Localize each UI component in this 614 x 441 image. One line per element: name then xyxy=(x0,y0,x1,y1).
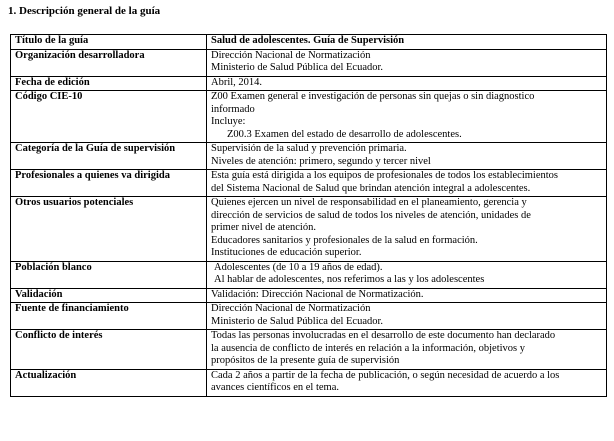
value-line: Adolescentes (de 10 a 19 años de edad). xyxy=(214,261,383,273)
row-label: Categoría de la Guía de supervisión xyxy=(11,143,207,170)
table-row-otros-usuarios xyxy=(11,197,607,262)
header-value-cell: Salud de adolescentes. Guía de Supervisión xyxy=(207,35,607,50)
value-line: Validación: Dirección Nacional de Normatización. xyxy=(211,288,424,300)
row-label: Población blanco xyxy=(11,261,207,288)
value-line: Quienes ejercen un nivel de responsabilidad en el planeamiento, gerencia y xyxy=(211,197,527,208)
header-label-cell: Título de la guía xyxy=(11,35,207,50)
guide-description-table xyxy=(10,34,607,397)
value-line: Esta guía está dirigida a los equipos de profesionales de todos los establecimientos xyxy=(211,170,559,181)
row-value xyxy=(207,288,607,303)
table-row-validacion xyxy=(11,288,607,303)
table-row-poblacion xyxy=(11,261,607,288)
row-value xyxy=(207,91,607,143)
value-line: Abril, 2014. xyxy=(211,76,263,88)
row-label: Otros usuarios potenciales xyxy=(11,197,207,262)
row-value xyxy=(207,197,607,262)
value-line: Ministerio de Salud Pública del Ecuador. xyxy=(211,315,384,327)
table-row-profesionales xyxy=(11,170,607,197)
value-line: Z00 Examen general e investigación de personas sin quejas o sin diagnostico xyxy=(211,91,535,102)
value-line: Todas las personas involucradas en el desarrollo de este documento han declarado xyxy=(211,330,556,341)
value-line: Incluye: xyxy=(211,116,246,127)
row-value xyxy=(207,170,607,197)
row-value xyxy=(207,330,607,370)
table-row-organizacion xyxy=(11,49,607,76)
table-header-row xyxy=(11,35,607,50)
table-row-fecha xyxy=(11,76,607,91)
row-value xyxy=(207,369,607,396)
value-line: Dirección Nacional de Normatización xyxy=(211,49,371,61)
value-line: Niveles de atención: primero, segundo y tercer nivel xyxy=(211,155,431,167)
row-value xyxy=(207,261,607,288)
value-line: Supervisión de la salud y prevención primaria. xyxy=(211,143,407,154)
table-row-financiamiento xyxy=(11,303,607,330)
row-label: Organización desarrolladora xyxy=(11,49,207,76)
value-line: del Sistema Nacional de Salud que brindan atención integral a adolescentes. xyxy=(211,182,531,194)
row-value xyxy=(207,76,607,91)
row-value xyxy=(207,143,607,170)
value-line: primer nivel de atención. xyxy=(211,222,316,233)
value-line: dirección de servicios de salud de todos los niveles de atención, unidades de xyxy=(211,209,531,221)
row-label: Fuente de financiamiento xyxy=(11,303,207,330)
table-row-categoria xyxy=(11,143,607,170)
value-line: Ministerio de Salud Pública del Ecuador. xyxy=(211,62,384,73)
value-line: Al hablar de adolescentes, nos referimos a las y los adolescentes xyxy=(214,274,485,285)
value-line: Instituciones de educación superior. xyxy=(211,247,362,258)
value-line: Cada 2 años a partir de la fecha de publicación, o según necesidad de acuerdo a los xyxy=(211,369,560,381)
value-line: avances científicos en el tema. xyxy=(211,382,339,393)
table-row-conflicto xyxy=(11,330,607,370)
row-value xyxy=(207,49,607,76)
table-row-codigo xyxy=(11,91,607,143)
row-label: Conflicto de interés xyxy=(11,330,207,370)
value-line: Dirección Nacional de Normatización xyxy=(211,303,371,314)
row-label: Fecha de edición xyxy=(11,76,207,91)
row-value xyxy=(207,303,607,330)
value-line: informado xyxy=(211,103,255,115)
table-row-actualizacion xyxy=(11,369,607,396)
value-line: Z00.3 Examen del estado de desarrollo de adolescentes. xyxy=(227,128,462,140)
row-label: Profesionales a quienes va dirigida xyxy=(11,170,207,197)
value-line: la ausencia de conflicto de interés en relación a la información, objetivos y xyxy=(211,342,526,354)
row-label: Actualización xyxy=(11,369,207,396)
row-label: Validación xyxy=(11,288,207,303)
section-title: 1. Descripción general de la guía xyxy=(8,5,161,17)
value-line: propósitos de la presente guía de supervisión xyxy=(211,355,400,366)
row-label: Código CIE-10 xyxy=(11,91,207,143)
value-line: Educadores sanitarios y profesionales de la salud en formación. xyxy=(211,234,478,246)
